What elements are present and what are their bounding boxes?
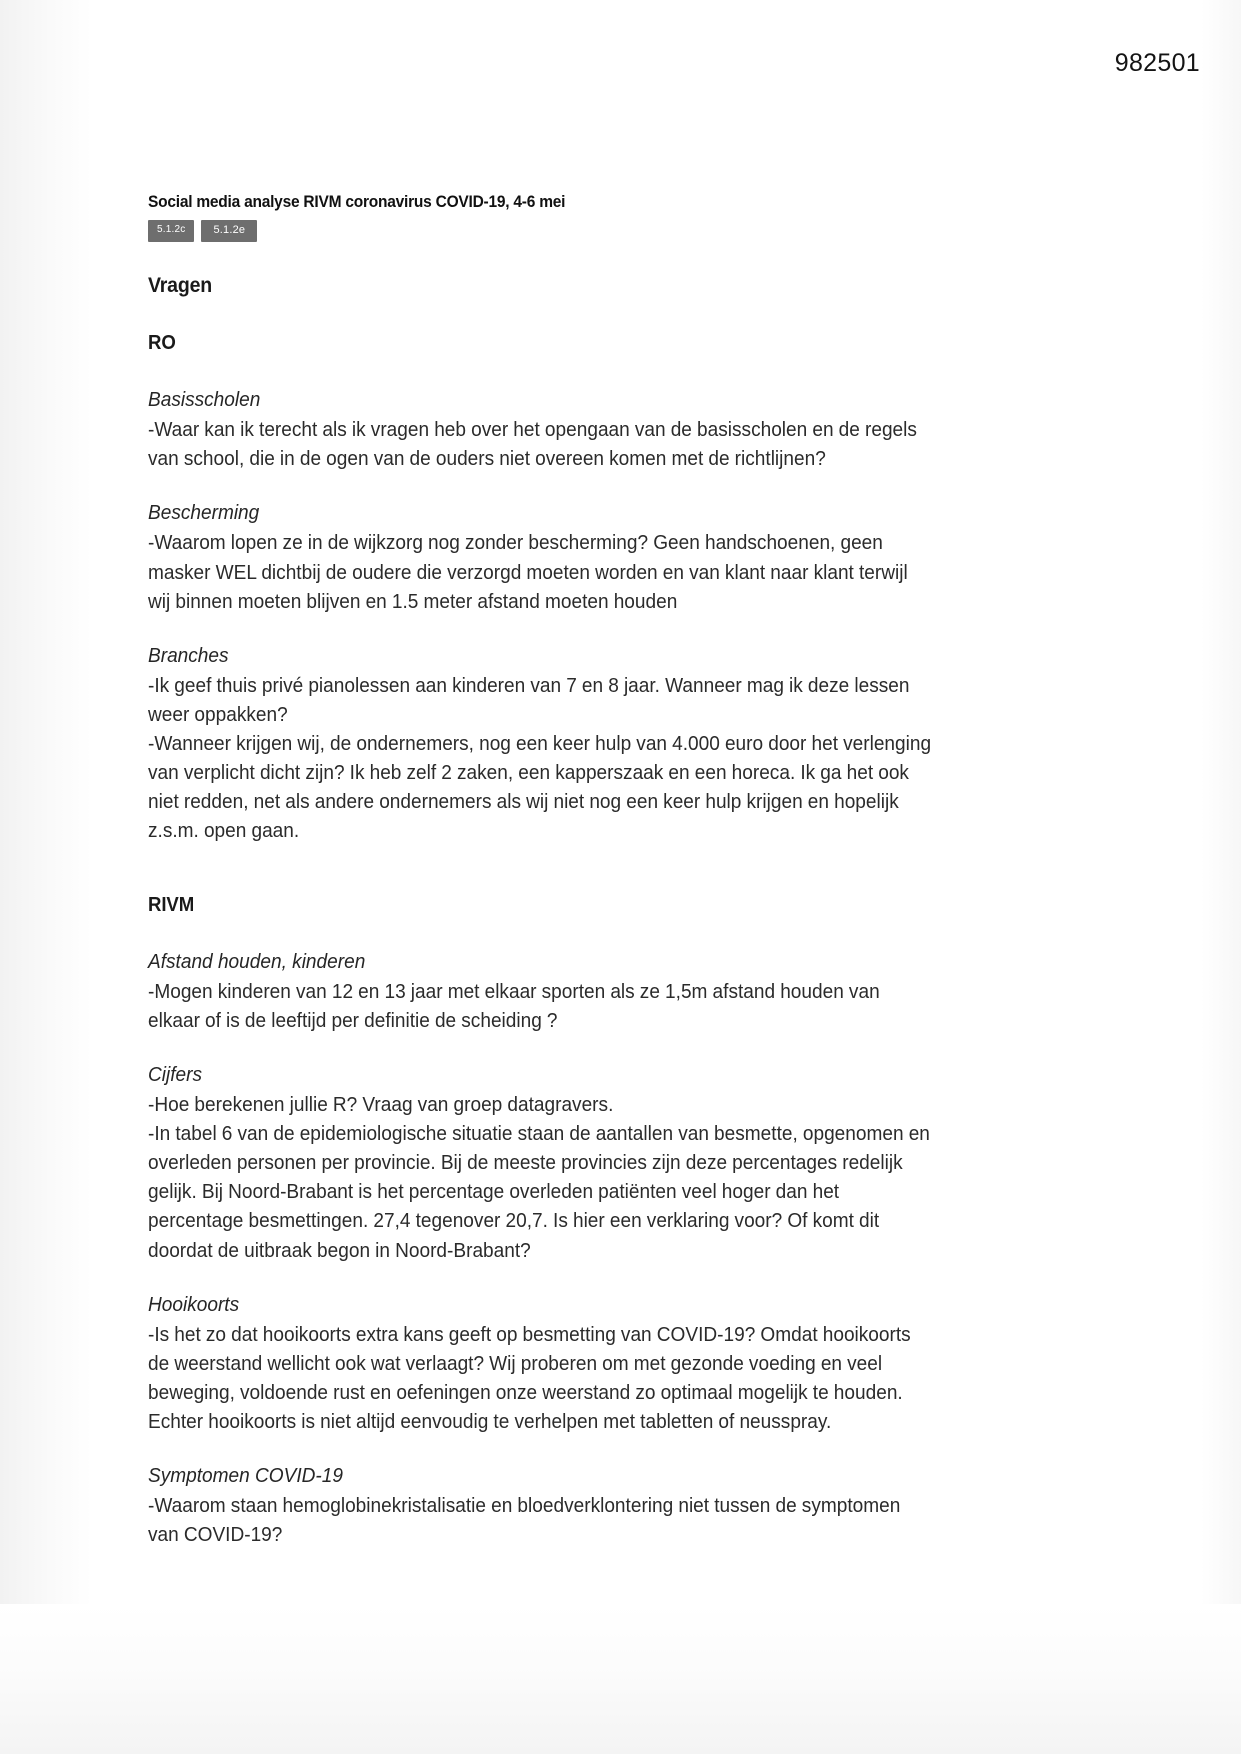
redaction-code-badges — [148, 220, 934, 242]
question-subheading: Branches — [148, 643, 229, 667]
question-subheading: Cijfers — [148, 1062, 203, 1086]
question-subheading: Afstand houden, kinderen — [148, 949, 366, 973]
question-block — [148, 498, 934, 615]
question-subheading: Symptomen COVID-19 — [148, 1464, 343, 1488]
question-block — [148, 1290, 934, 1437]
question-paragraph: -Mogen kinderen van 12 en 13 jaar met elkaar sporten als ze 1,5m afstand houden van elkaar of is de leeftijd per definitie de scheiding ? — [148, 979, 880, 1032]
question-subheading: Basisscholen — [148, 388, 261, 411]
redaction-badge-1: 5.1.2c — [148, 220, 194, 242]
group-heading-rivm: RIVM — [148, 893, 195, 916]
group-heading-ro: RO — [148, 332, 176, 354]
question-subheading: Hooikoorts — [148, 1292, 240, 1316]
question-paragraph: -Ik geef thuis privé pianolessen aan kinderen van 7 en 8 jaar. Wanneer mag ik deze lessen weer oppakken? — [148, 673, 910, 726]
question-block — [148, 1060, 934, 1265]
question-paragraph: -Hoe berekenen jullie R? Vraag van groep datagravers. — [148, 1092, 614, 1116]
redaction-badge-2: 5.1.2e — [201, 220, 257, 242]
scan-edge-left — [0, 0, 92, 1754]
question-paragraph: -In tabel 6 van de epidemiologische situatie staan de aantallen van besmette, opgenomen en overleden personen per provincie. Bij de meeste provincies zijn deze percentages redelijk gelijk. Bij Noord-Brabant is het percentage overleden patiënten veel hoger dan het percentage besmettingen. 27,4 tegenover 20,7. Is hier een verklaring voor? Of komt dit doordat de uitbraak begon in Noord-Brabant? — [148, 1122, 930, 1262]
question-subheading: Bescherming — [148, 501, 260, 525]
section-heading-vragen: Vragen — [148, 274, 213, 297]
page-number: 982501 — [1114, 49, 1200, 77]
question-block — [148, 947, 934, 1035]
scan-edge-bottom — [0, 1604, 1241, 1754]
document-content — [148, 193, 934, 1550]
question-paragraph: -Waar kan ik terecht als ik vragen heb over het opengaan van de basisscholen en de regels van school, die in de ogen van de ouders niet overeen komen met de richtlijnen? — [148, 418, 917, 471]
question-paragraph: -Is het zo dat hooikoorts extra kans geeft op besmetting van COVID-19? Omdat hooikoorts de weerstand wellicht ook wat verlaagt? Wij proberen om met gezonde voeding en veel beweging, voldoende rust en oefeningen onze weerstand zo optimaal mogelijk te houden. Echter hooikoorts is niet altijd eenvoudig te verhelpen met tabletten of neusspray. — [148, 1322, 911, 1434]
question-paragraph: -Waarom staan hemoglobinekristalisatie en bloedverklontering niet tussen de symptomen van COVID-19? — [148, 1494, 901, 1547]
question-block — [148, 385, 934, 473]
question-block — [148, 641, 934, 846]
question-paragraph: -Wanneer krijgen wij, de ondernemers, nog een keer hulp van 4.000 euro door het verlenging van verplicht dicht zijn? Ik heb zelf 2 zaken, een kapperszaak en een horeca. Ik ga het ook niet redden, net als andere ondernemers als wij niet nog een keer hulp krijgen en hopelijk z.s.m. open gaan. — [148, 732, 932, 843]
question-block — [148, 1461, 934, 1549]
document-title: Social media analyse RIVM coronavirus COVID-19, 4-6 mei — [148, 193, 566, 211]
question-paragraph: -Waarom lopen ze in de wijkzorg nog zonder bescherming? Geen handschoenen, geen masker WEL dichtbij de oudere die verzorgd moeten worden en van klant naar klant terwijl wij binnen moeten blijven en 1.5 meter afstand moeten houden — [148, 531, 908, 613]
scan-edge-right — [1201, 0, 1241, 1754]
